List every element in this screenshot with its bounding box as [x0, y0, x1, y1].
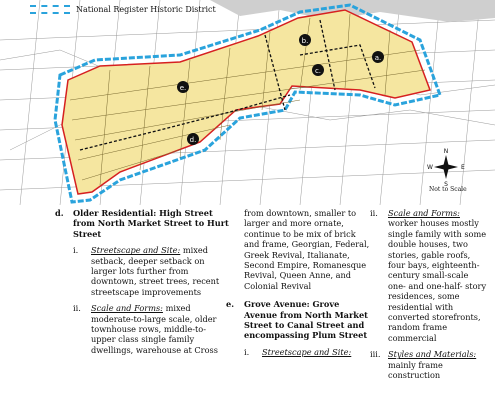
scale-note: Not to Scale [429, 186, 467, 193]
item-body [388, 208, 488, 343]
item-number: ii. [73, 303, 81, 314]
section-e-item-i [244, 347, 372, 357]
item-text: mixed setback, deeper setback on larger lots further from downtown, street trees, recent streetscape improvements [91, 245, 220, 297]
area-label-e [177, 81, 189, 93]
item-label: Scale and Forms: [388, 208, 460, 218]
area-label-a [372, 51, 384, 63]
section-d-letter: d. [55, 208, 64, 218]
svg-text:S: S [444, 181, 448, 188]
svg-text:N: N [443, 148, 449, 155]
item-body [91, 303, 230, 355]
item-label: Streetscape and Site: [91, 245, 181, 256]
item-label: Scale and Forms: [91, 303, 163, 314]
text-column-2 [226, 208, 372, 357]
section-e-items [244, 347, 372, 357]
col3-item-iii [370, 349, 488, 380]
svg-text:E: E [461, 164, 465, 171]
continued-text: from downtown, smaller to larger and more ornate, continue to be mix of brick and frame, Georgian, Federal, Greek Revival, Italianate, Second Empire, Romanesque Revival, Queen Anne, and Colonial Revival [244, 208, 370, 291]
svg-text:d.: d. [189, 136, 197, 144]
item-text: worker houses mostly single family with some double houses, two stories, gable roofs, four bays, eighteenth- century small-scale one- and one-half- story residences, some residential with converted storefronts, random frame commercial [388, 218, 487, 343]
svg-text:e.: e. [179, 84, 187, 92]
area-label-d [187, 133, 199, 145]
item-number: i. [244, 346, 250, 357]
col3-item-ii [370, 208, 488, 343]
svg-text:b.: b. [301, 37, 309, 45]
svg-text:a.: a. [374, 54, 382, 62]
item-label: Styles and Materials: [388, 349, 477, 360]
item-number: i. [73, 245, 79, 256]
section-d-title: Older Residential: High Street from North Market Street to Hurt Street [73, 208, 229, 239]
item-label: Streetscape and Site: [262, 346, 352, 357]
area-label-c [312, 64, 324, 76]
item-number: ii. [370, 208, 378, 218]
legend-label: National Register Historic District [76, 5, 216, 14]
historic-district-swatch [30, 5, 70, 14]
section-d-item-ii [73, 303, 230, 355]
district-area [62, 10, 430, 194]
section-d-items [73, 245, 230, 355]
item-number: iii. [370, 349, 381, 360]
section-d-item-i [73, 245, 230, 297]
item-text: mainly frame construction [388, 359, 443, 381]
section-e-letter: e. [226, 299, 235, 310]
area-label-b [299, 34, 311, 46]
item-body [388, 349, 488, 380]
compass-rose-icon [427, 148, 465, 188]
section-d-heading [55, 208, 230, 239]
section-e-heading [226, 299, 372, 341]
svg-text:W: W [427, 164, 433, 171]
item-body [91, 245, 230, 297]
item-text: mixed moderate-to-large scale, older townhouse rows, middle-to-upper class single family dwellings, warehouse at Cross [91, 303, 218, 355]
text-column-1 [55, 208, 230, 355]
map-legend [30, 5, 216, 14]
svg-text:c.: c. [314, 67, 322, 75]
text-column-3 [370, 208, 488, 381]
item-body [262, 347, 372, 357]
section-e-title: Grove Avenue: Grove Avenue from North Market Street to Canal Street and encompassing Plum Street [244, 299, 368, 341]
